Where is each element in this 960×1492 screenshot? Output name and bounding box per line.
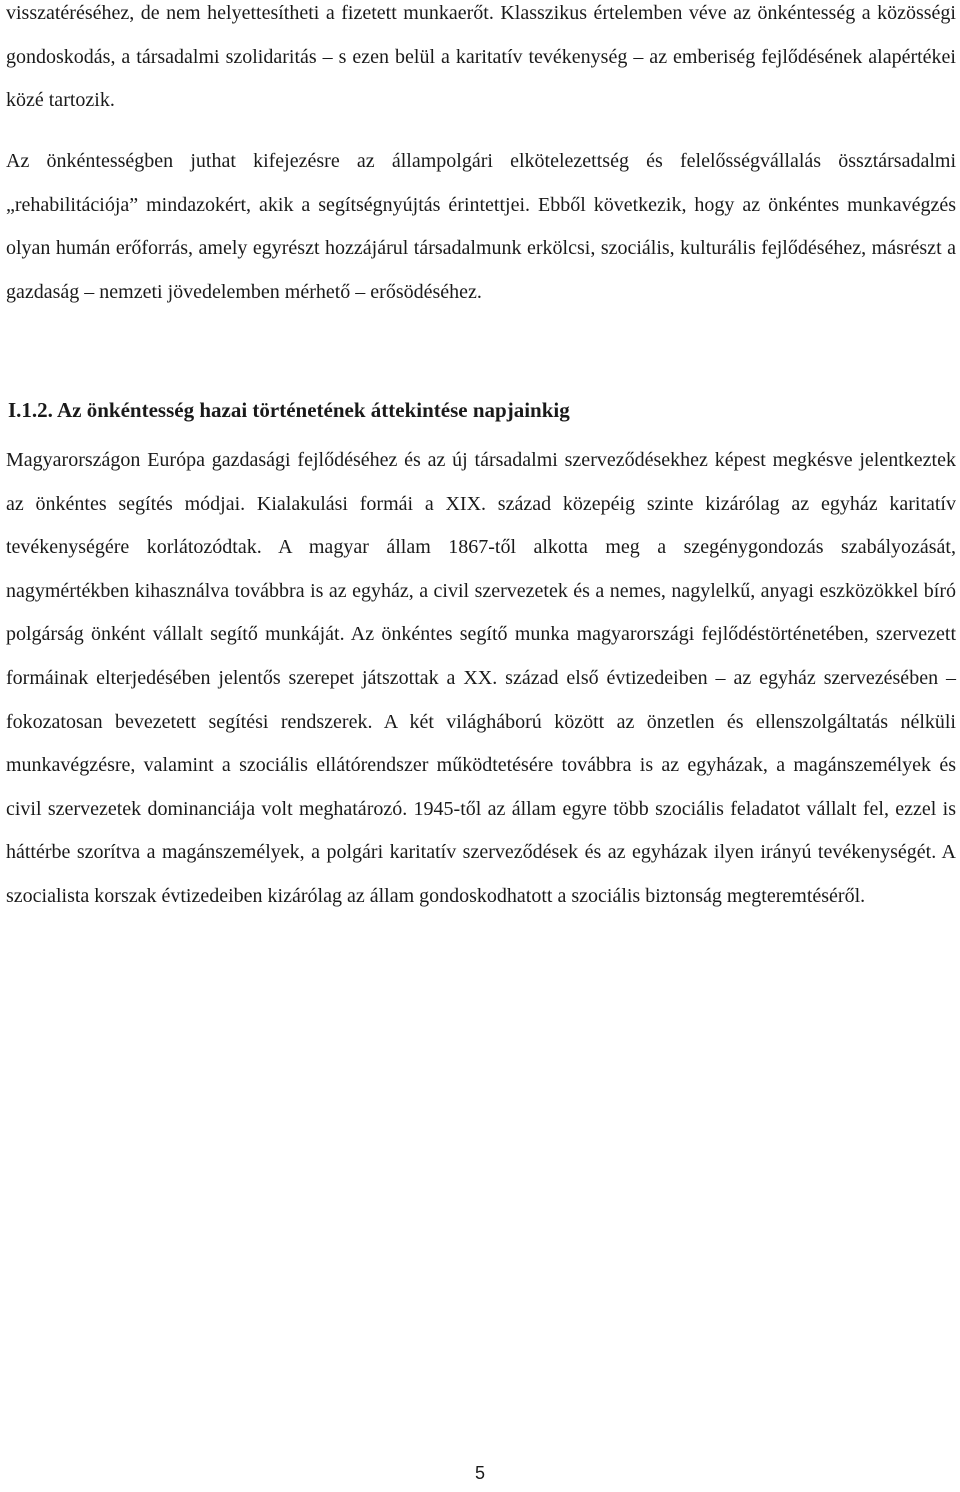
page-number: 5	[474, 1463, 485, 1483]
paragraph-volunteering-values: visszatéréséhez, de nem helyettesítheti a fizetett munkaerőt. Klasszikus értelemben véve az önkéntesség a közösségi gondoskodás, a társadalmi szolidaritás – s ezen belül a karitatív tevékenység – az emberiség fejlődésének alapértékei közé tartozik.	[6, 2, 956, 112]
section-heading: I.1.2. Az önkéntesség hazai történetének áttekintése napjainkig	[8, 398, 570, 422]
paragraph-civic-commitment: Az önkéntességben juthat kifejezésre az állampolgári elkötelezettség és felelősségvállalás össztársadalmi „rehabilitációja” mindazokért, akik a segítségnyújtás érintettjei. Ebből következik, hogy az önkéntes munkavégzés olyan humán erőforrás, amely egyrészt hozzájárul társadalmunk erkölcsi, szociális, kulturális fejlődéséhez, másrészt a gazdaság – nemzeti jövedelemben mérhető – erősödéséhez.	[6, 150, 956, 303]
paragraph-hungarian-history: Magyarországon Európa gazdasági fejlődéséhez és az új társadalmi szerveződésekhez képest megkésve jelentkeztek az önkéntes segítés módjai. Kialakulási formái a XIX. század közepéig szinte kizárólag az egyház karitatív tevékenységére korlátozódtak. A magyar állam 1867-től alkotta meg a szegénygondozás szabályozását, nagymértékben kihasználva továbbra is az egyház, a civil szervezetek és a nemes, nagylelkű, anyagi eszközökkel bíró polgárság önként vállalt segítő munkáját. Az önkéntes segítő munka magyarországi fejlődéstörténetében, szervezett formáinak elterjedésében jelentős szerepet játszottak a XX. század első évtizedeiben – az egyház szervezésében – fokozatosan bevezetett segítési rendszerek. A két világháború között az önzetlen és ellenszolgáltatás nélküli munkavégzésre, valamint a szociális ellátórendszer működtetésére továbbra is az egyházak, a magánszemélyek és civil szervezetek dominanciája volt meghatározó. 1945-től az állam egyre több szociális feladatot vállalt fel, ezzel is háttérbe szorítva a magánszemélyek, a polgári karitatív szerveződések és az egyházak ilyen irányú tevékenységét. A szocialista korszak évtizedeiben kizárólag az állam gondoskodhatott a szociális biztonság megteremtéséről.	[6, 449, 956, 907]
